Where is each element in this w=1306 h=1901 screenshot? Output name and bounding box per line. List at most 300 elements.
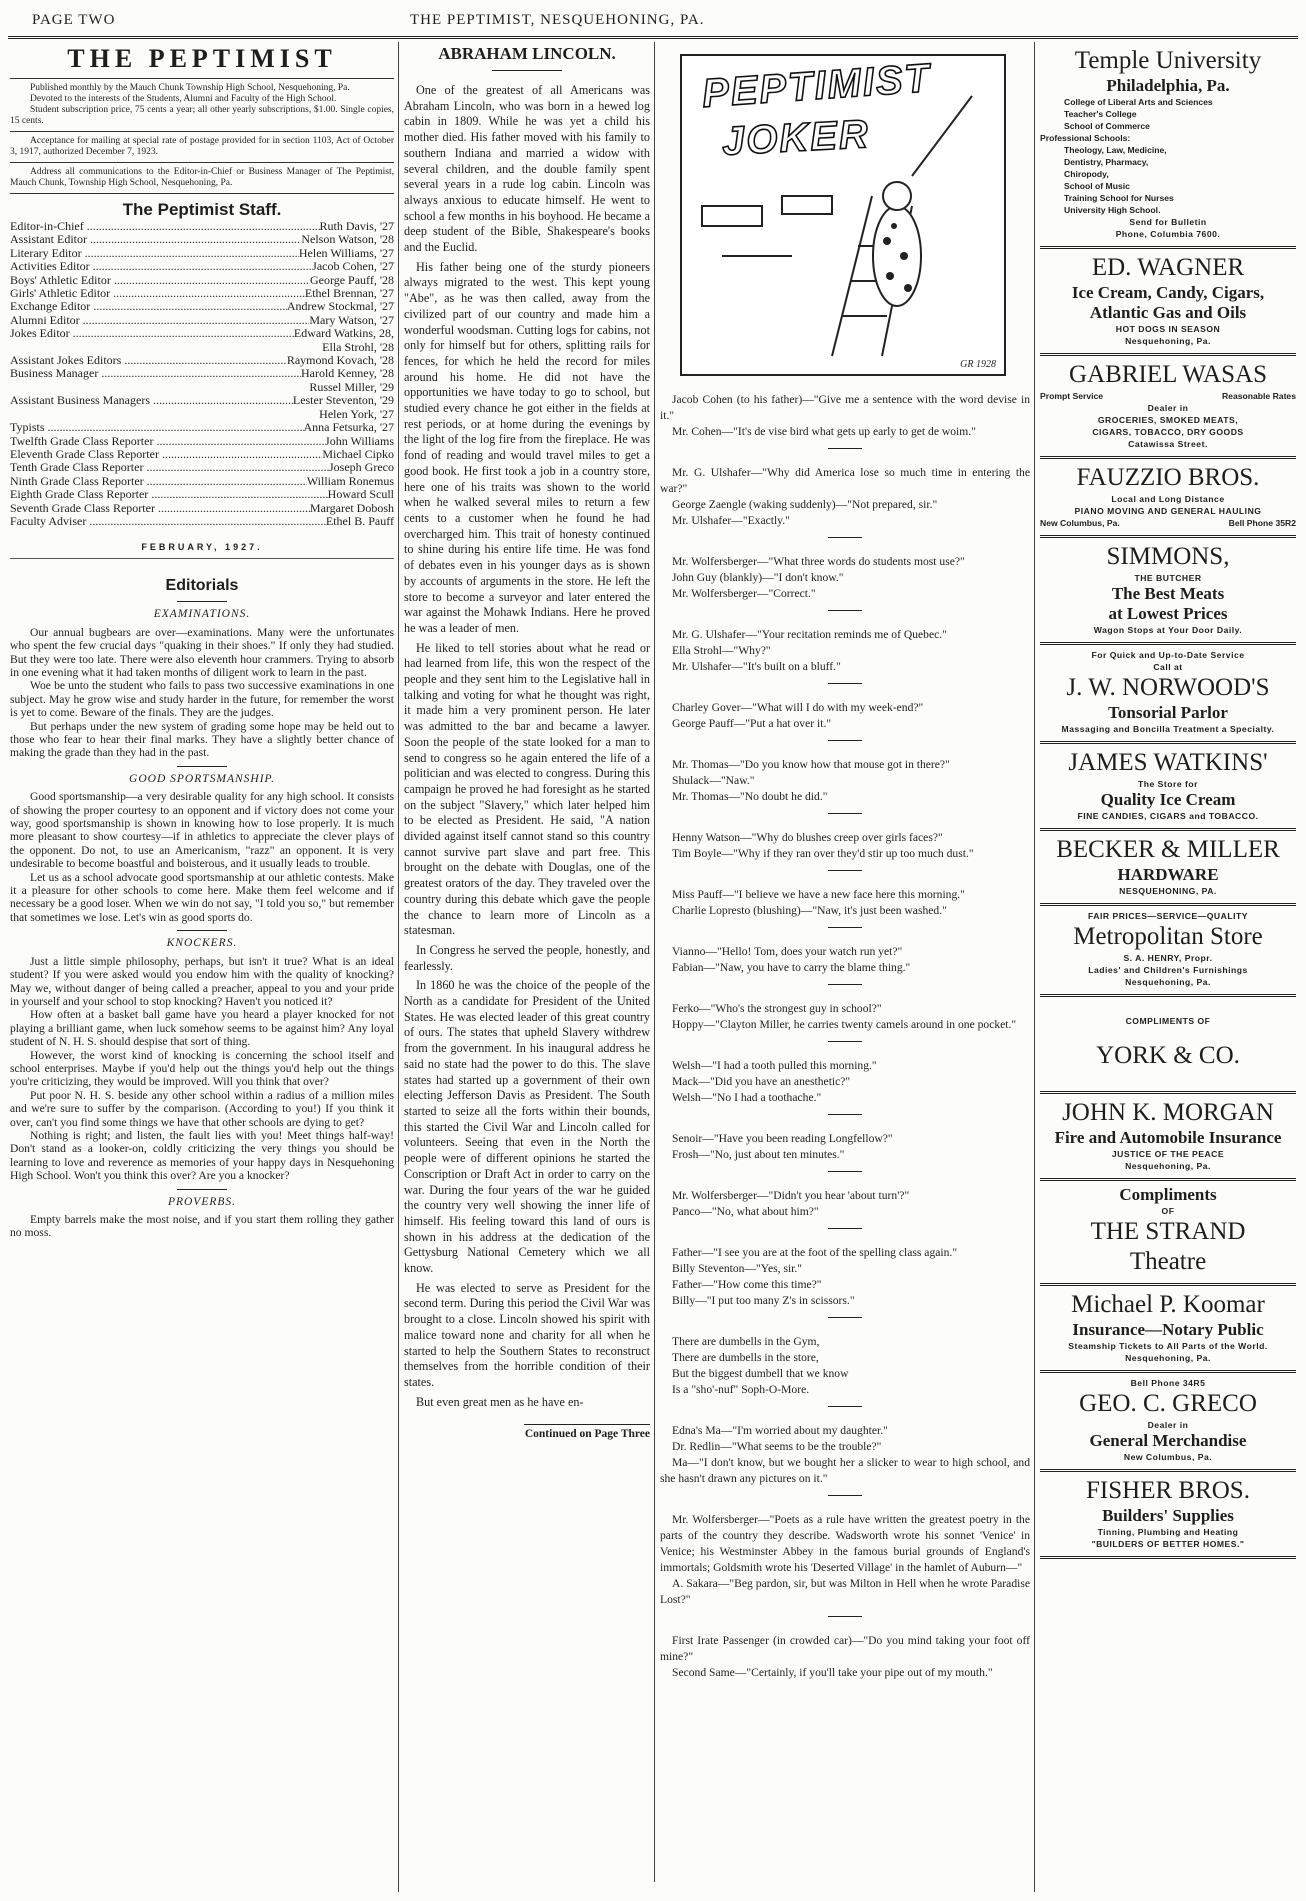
joke-line: Mr. Thomas—"No doubt he did." bbox=[672, 790, 828, 803]
divider bbox=[828, 610, 862, 611]
paragraph: Nothing is right; and listen, the fault lies with you! Meet things half-way! Don't stand as a looker-on, coldly criticizing the very things you should be learning to love and reverence as memories of your happy days in Nesquehoning High School. Won't you think this over? Are you a knocker? bbox=[10, 1128, 394, 1183]
joke-line: Mr. G. Ulshafer—"Why did America lose so much time in entering the war?" bbox=[660, 466, 1030, 495]
masthead-title: THE PEPTIMIST bbox=[10, 42, 394, 79]
staff-name: Jacob Cohen, '27 bbox=[312, 259, 394, 274]
staff-title: The Peptimist Staff. bbox=[122, 200, 282, 219]
staff-name: Anna Fetsurka, '27 bbox=[303, 420, 394, 435]
joke bbox=[660, 1512, 1030, 1608]
joke bbox=[660, 700, 1030, 732]
staff-name: Andrew Stockmal, '27 bbox=[286, 299, 394, 314]
ad-text: J. W. NORWOOD'S bbox=[1066, 674, 1270, 701]
ad-text: Professional Schools: bbox=[1040, 133, 1131, 143]
ad-text: School of Commerce bbox=[1064, 121, 1150, 131]
ad-text: Chiropody, bbox=[1064, 169, 1109, 179]
staff-name: Ruth Davis, '27 bbox=[319, 219, 394, 233]
joke-line: Second Same—"Certainly, if you'll take your pipe out of my mouth." bbox=[672, 1666, 993, 1679]
staff-name: Edward Watkins, 28, bbox=[293, 326, 394, 341]
ad-text: ED. WAGNER bbox=[1091, 254, 1245, 281]
staff-list bbox=[10, 220, 394, 528]
notice-text: Address all communications to the Editor-in-Chief or Business Manager of The Peptimist, Mauch Chunk, Township High School, Nesquehoning, Pa. bbox=[10, 167, 394, 188]
ad-text: GEO. C. GRECO bbox=[1079, 1390, 1257, 1417]
joke-line: There are dumbells in the store, bbox=[672, 1351, 819, 1364]
ad-text: at Lowest Prices bbox=[1108, 604, 1228, 623]
ad-text: FISHER BROS. bbox=[1086, 1477, 1250, 1504]
joke bbox=[660, 1633, 1030, 1681]
ad-text: SIMMONS, bbox=[1106, 543, 1230, 570]
divider bbox=[828, 984, 862, 985]
ad-text: Dealer in bbox=[1147, 1420, 1189, 1430]
ad-text: Tinning, Plumbing and Heating bbox=[1097, 1527, 1239, 1537]
staff-role: Assistant Jokes Editors ..... bbox=[10, 354, 287, 367]
staff-role: Typists ..... bbox=[10, 421, 304, 434]
staff-role: Eighth Grade Class Reporter ..... bbox=[10, 488, 328, 501]
staff-row bbox=[10, 461, 394, 474]
ad-text: JUSTICE OF THE PEACE bbox=[1111, 1149, 1225, 1159]
ad-text: Fire and Automobile Insurance bbox=[1054, 1128, 1282, 1147]
article-title: ABRAHAM LINCOLN. bbox=[438, 44, 616, 63]
divider bbox=[828, 1114, 862, 1115]
ad-text: BECKER & MILLER bbox=[1056, 836, 1280, 863]
joke-line: Father—"I see you are at the foot of the spelling class again." bbox=[672, 1246, 958, 1259]
ad-text: Bell Phone 34R5 bbox=[1130, 1378, 1206, 1388]
ad-text: Send for Bulletin bbox=[1129, 217, 1207, 227]
ad-text: Dentistry, Pharmacy, bbox=[1064, 157, 1149, 167]
paragraph: Put poor N. H. S. beside any other school within a radius of a million miles and we're sure to suffer by the comparison. (According to you!) If you think it over, can't you find some things we have that other schools are dying to get? bbox=[10, 1088, 394, 1129]
joke bbox=[660, 1245, 1030, 1309]
page-number: PAGE TWO bbox=[32, 12, 116, 28]
divider bbox=[828, 1495, 862, 1496]
ad-text: College of Liberal Arts and Sciences bbox=[1064, 97, 1213, 107]
editorial-title: KNOCKERS. bbox=[166, 937, 238, 950]
joke bbox=[660, 465, 1030, 529]
divider bbox=[177, 766, 227, 767]
joke-line: There are dumbells in the Gym, bbox=[672, 1335, 820, 1348]
ad-text: HOT DOGS IN SEASON bbox=[1115, 324, 1221, 334]
divider bbox=[828, 1317, 862, 1318]
joke-line: A. Sakara—"Beg pardon, sir, but was Milton in Hell when he wrote Paradise Lost?" bbox=[660, 1577, 1030, 1606]
paragraph: He liked to tell stories about what he read or had learned from life, this won the respect of the people and they sent him to the Legislative hall in talking and voting for what he thought was right, it made him a very prominent person. He later was admitted to the bar and became a lawyer. Soon the people of the state looked for a man to send to congress so he again entered the life of a politician and was elected to congress. During this campaign he proved he had foresight as he started on the subject "Slavery," which later helped him to be elected as President. He said, "A nation divided against itself cannot stand so this country cannot survive part slave and part free. This brought on the debate with Douglas, one of the greatest orators of the day. They traveled over the country during this debate which gave the people the chance to learn more of Lincoln as a statesman. bbox=[404, 640, 650, 938]
notice-text: Devoted to the interests of the Students, Alumni and Faculty of the High School. bbox=[30, 94, 337, 104]
staff-name: Helen Williams, '27 bbox=[298, 245, 394, 260]
ad-text: General Merchandise bbox=[1089, 1431, 1247, 1450]
joke-line: Frosh—"No, just about ten minutes." bbox=[672, 1148, 845, 1161]
divider bbox=[492, 70, 562, 71]
paragraph: Let us as a school advocate good sportsmanship at our athletic contests. Make it a pleasure for other schools to come here. Make them feel welcome and if necessary be a good loser. When we win do not say, "I told you so," but remember that sometimes we lose. Let's win as good sports do. bbox=[10, 870, 394, 924]
joke bbox=[660, 1423, 1030, 1487]
ad-text: S. A. HENRY, Propr. bbox=[1123, 953, 1213, 963]
ad-temple-university bbox=[1040, 42, 1296, 249]
staff-name: Joseph Greco bbox=[329, 460, 394, 475]
staff-name: Michael Cipko bbox=[322, 446, 394, 461]
ad-text: Quality Ice Cream bbox=[1100, 790, 1236, 809]
ad-text: Theatre bbox=[1129, 1248, 1207, 1275]
joke-line: George Zaengle (waking suddenly)—"Not prepared, sir." bbox=[672, 498, 938, 511]
ad-text: Temple University bbox=[1074, 47, 1262, 74]
staff-row bbox=[10, 488, 394, 501]
ad-text: New Columbus, Pa. bbox=[1123, 1452, 1213, 1462]
ad-text: Nesquehoning, Pa. bbox=[1125, 977, 1211, 987]
ad-text: FAUZZIO BROS. bbox=[1076, 464, 1260, 491]
ad-text: Teacher's College bbox=[1064, 109, 1137, 119]
ad-text: "BUILDERS OF BETTER HOMES." bbox=[1091, 1539, 1245, 1549]
staff-row bbox=[10, 421, 394, 434]
staff-role: Assistant Editor ..... bbox=[10, 233, 301, 246]
staff-role: Tenth Grade Class Reporter ..... bbox=[10, 461, 329, 474]
joke-line: Is a "sho'-nuf" Soph-O-More. bbox=[672, 1383, 810, 1396]
paragraph: Woe be unto the student who fails to pass two successive examinations in one subject. May he grow wise and study harder in the future, for remember the worst is yet to come. Beware of the finals. They are the judges. bbox=[10, 679, 394, 720]
joke-line: Charlie Lopresto (blushing)—"Naw, it's just been washed." bbox=[672, 904, 947, 917]
staff-name: Raymond Kovach, '28 bbox=[286, 353, 394, 368]
joke-line: Edna's Ma—"I'm worried about my daughter." bbox=[672, 1424, 888, 1437]
staff-row bbox=[10, 515, 394, 528]
staff-role: Twelfth Grade Class Reporter ..... bbox=[10, 435, 325, 448]
ad-text: New Columbus, Pa. bbox=[1040, 518, 1120, 528]
ad-text: Compliments bbox=[1119, 1185, 1217, 1204]
ad-text: Atlantic Gas and Oils bbox=[1089, 303, 1247, 322]
joke-line: Billy Steventon—"Yes, sir." bbox=[672, 1262, 803, 1275]
ad-john-k-morgan bbox=[1040, 1094, 1296, 1181]
joke-line: Father—"How come this time?" bbox=[672, 1278, 822, 1291]
divider bbox=[828, 1171, 862, 1172]
staff-row bbox=[10, 314, 394, 327]
ad-text: FINE CANDIES, CIGARS and TOBACCO. bbox=[1077, 811, 1259, 821]
divider bbox=[828, 740, 862, 741]
ad-text: Steamship Tickets to All Parts of the World. bbox=[1068, 1341, 1268, 1351]
ad-text: THE BUTCHER bbox=[1134, 573, 1202, 583]
postage-notice bbox=[10, 132, 394, 163]
ad-michael-koomar bbox=[1040, 1286, 1296, 1373]
joke-line: But the biggest dumbell that we know bbox=[672, 1367, 849, 1380]
joke bbox=[660, 1001, 1030, 1033]
ad-text: Ice Cream, Candy, Cigars, bbox=[1071, 283, 1265, 302]
joke bbox=[660, 1334, 1030, 1398]
joke-line: Ma—"I don't know, but we bought her a slicker to wear to high school, and she hasn't drawn any pictures on it." bbox=[660, 1456, 1030, 1485]
paragraph: In Congress he served the people, honestly, and fearlessly. bbox=[404, 942, 650, 973]
divider bbox=[828, 537, 862, 538]
column-jokes bbox=[660, 42, 1030, 1892]
ad-text: JAMES WATKINS' bbox=[1068, 749, 1268, 776]
staff-name: Ethel Brennan, '27 bbox=[304, 286, 394, 301]
joke-line: Ferko—"Who's the strongest guy in school?" bbox=[672, 1002, 882, 1015]
joke-line: Hoppy—"Clayton Miller, he carries twenty camels around in one pocket." bbox=[672, 1018, 1017, 1031]
divider bbox=[828, 683, 862, 684]
staff-role: Activities Editor ..... bbox=[10, 260, 312, 273]
staff-role: Boys' Athletic Editor ..... bbox=[10, 274, 310, 287]
staff-row bbox=[10, 381, 394, 394]
divider bbox=[828, 1041, 862, 1042]
ad-simmons bbox=[1040, 538, 1296, 645]
ad-text: Builders' Supplies bbox=[1102, 1506, 1234, 1525]
staff-name: Howard Scull bbox=[327, 487, 394, 502]
staff-role: Assistant Business Managers ..... bbox=[10, 394, 293, 407]
divider bbox=[828, 1228, 862, 1229]
cartoon-title: JOKER bbox=[720, 112, 871, 164]
joke-line: Senoir—"Have you been reading Longfellow?" bbox=[672, 1132, 893, 1145]
cartoon-signature: GR 1928 bbox=[960, 359, 996, 370]
staff-role: Eleventh Grade Class Reporter ..... bbox=[10, 448, 322, 461]
ad-text: Dealer in bbox=[1147, 403, 1189, 413]
ad-text: Insurance—Notary Public bbox=[1072, 1320, 1264, 1339]
continued-link[interactable]: Continued on Page Three bbox=[524, 1424, 650, 1440]
joke bbox=[660, 887, 1030, 919]
staff-name: Ella Strohl, '28 bbox=[322, 339, 394, 354]
ad-text: Nesquehoning, Pa. bbox=[1125, 1161, 1211, 1171]
joke-line: Mr. Cohen—"It's de vise bird what gets up early to get de woim." bbox=[672, 425, 976, 438]
paragraph: In 1860 he was the choice of the people of the North as a candidate for President of the United States. He was elected leader of this great country of ours. The states that upheld Slavery withdrew from the government. In his inaugural address he said no state had the power to do this. The slave states had started up a government of their own electing Jefferson Davis as President. The South started to seize all the forts within their bounds, this started the Civil War and Lincoln called for volunteers. Seeing that even in the North the people were of different opinions he started the Conscription or Draft Act in order to carry on the war. During the four years of the war he guided the country very well showing the inner life of himself. His feeling toward this land of ours is shown in his address at the dedication of the Gettysburg National Cemetery which we all know. bbox=[404, 978, 650, 1276]
staff-row bbox=[10, 367, 394, 380]
paragraph: His father being one of the sturdy pioneers always migrated to the west. This kept young "Abe", as he was then called, away from the civilized part of our country and made him a wonderful woodsman. Cutting logs for cabins, not only for himself but for others, splitting rails for fences, for which he held the record for miles around his home. He did not have the opportunities we have today to go to school, but studied every chance he got either in the fields at rest periods, or at home during the evenings by the light of the log fire from the fireplace. He was fond of reading and would travel miles to get a good book. He first took a job in a country store, here one of his traits was shown to the world when he walked several miles to return a few cents to a customer when he found he had overcharged him. This trait of honesty continued to shine during his entire life time. He was fond of debates even in his younger days as is shown by accounts of arguments in the store. He left the store to become a surveyor and later entered the war against the Mohawk Indians. Here he proved he was a leader of men. bbox=[404, 259, 650, 635]
ad-text: Nesquehoning, Pa. bbox=[1125, 336, 1211, 346]
staff-name: William Ronemus bbox=[306, 473, 394, 488]
joke-line: Ella Strohl—"Why?" bbox=[672, 644, 771, 657]
paragraph: But perhaps under the new system of grading some hope may be held out to those who fear to hear their final marks. They have a slightly better chance of making the grade than they had in the past. bbox=[10, 719, 394, 760]
staff-row bbox=[10, 354, 394, 367]
paragraph: However, the worst kind of knocking is concerning the school itself and school enterprises. Maybe if you'd help out the things you'd help out the things you're criticizing, they would be improved. Will you think that over? bbox=[10, 1048, 394, 1089]
ad-jw-norwood bbox=[1040, 645, 1296, 744]
divider bbox=[828, 1616, 862, 1617]
staff-name: Lester Steventon, '29 bbox=[292, 393, 394, 408]
ad-gabriel-wasas bbox=[1040, 356, 1296, 459]
editorials-heading: Editorials bbox=[165, 577, 239, 595]
staff-name: Nelson Watson, '28 bbox=[301, 232, 394, 247]
paragraph: He was elected to serve as President for the second term. During this period the Civil War was brought to a close. Lincoln showed his spirit with malice toward none and charity for all when he started to help the Southern States to reconstruct themselves from the horrible condition of their states. bbox=[404, 1280, 650, 1389]
joke bbox=[660, 830, 1030, 862]
ad-text: University High School. bbox=[1064, 205, 1161, 215]
ad-line-pair bbox=[1040, 517, 1296, 529]
paragraph: But even great men as he have en- bbox=[416, 1394, 584, 1409]
joke-line: Tim Boyle—"Why if they ran over they'd stir up too much dust." bbox=[672, 847, 974, 860]
staff-row bbox=[10, 260, 394, 273]
ad-becker-miller bbox=[1040, 831, 1296, 906]
staff-name: Harold Kenney, '28 bbox=[300, 366, 394, 381]
staff-row bbox=[10, 274, 394, 287]
column-rule bbox=[1034, 42, 1035, 1892]
ad-york-co bbox=[1040, 997, 1296, 1094]
divider bbox=[177, 930, 227, 931]
ad-text: Metropolitan Store bbox=[1073, 923, 1263, 950]
staff-role: Faculty Adviser ..... bbox=[10, 515, 326, 528]
notice-text: Acceptance for mailing at special rate of postage provided for in section 1103, Act of October 3, 1917, authorized December 7, 1923. bbox=[10, 136, 394, 157]
joke-line: Mack—"Did you have an anesthetic?" bbox=[672, 1075, 851, 1088]
ad-text: PIANO MOVING AND GENERAL HAULING bbox=[1074, 506, 1262, 516]
divider bbox=[177, 1189, 227, 1190]
staff-row bbox=[10, 408, 394, 421]
joke bbox=[660, 757, 1030, 805]
ad-text: Phone, Columbia 7600. bbox=[1115, 229, 1221, 239]
notice-text: Student subscription price, 75 cents a year; all other yearly subscriptions, $1.00. Single copies, 15 cents. bbox=[10, 105, 394, 126]
ad-geo-greco bbox=[1040, 1373, 1296, 1472]
editorial-title: EXAMINATIONS. bbox=[153, 608, 251, 621]
ad-strand-theatre bbox=[1040, 1181, 1296, 1286]
joke-line: Mr. Ulshafer—"It's built on a bluff." bbox=[672, 660, 841, 673]
ad-text: YORK & CO. bbox=[1096, 1042, 1240, 1069]
joke-line: Mr. Wolfersberger—"Didn't you hear 'about turn'?" bbox=[672, 1189, 910, 1202]
staff-role: Jokes Editor ..... bbox=[10, 327, 294, 340]
staff-role: Editor-in-Chief ..... bbox=[10, 220, 320, 233]
divider bbox=[828, 448, 862, 449]
joke bbox=[660, 944, 1030, 976]
divider bbox=[828, 927, 862, 928]
ad-text: Training School for Nurses bbox=[1064, 193, 1174, 203]
staff-row bbox=[10, 448, 394, 461]
ad-fisher-bros bbox=[1040, 1472, 1296, 1559]
staff-role: Business Manager ..... bbox=[10, 367, 301, 380]
staff-role: Girls' Athletic Editor ..... bbox=[10, 287, 305, 300]
ad-text: Wagon Stops at Your Door Daily. bbox=[1093, 625, 1243, 635]
staff-role: Ninth Grade Class Reporter ..... bbox=[10, 475, 307, 488]
ad-text: For Quick and Up-to-Date Service bbox=[1091, 650, 1245, 660]
staff-row bbox=[10, 435, 394, 448]
ad-text: Massaging and Boncilla Treatment a Specialty. bbox=[1061, 724, 1275, 734]
joke-line: Dr. Redlin—"What seems to be the trouble?" bbox=[672, 1440, 882, 1453]
ad-text: The Store for bbox=[1138, 779, 1198, 789]
paragraph: Our annual bugbears are over—examinations. Many were the unfortunates who spent the few crucial days "quaking in their shoes." If only they had studied. But they were too late. There were also eleventh hour crammers. Trying to absorb in one evening what it had taken months of diligent work to learn in the past. bbox=[10, 625, 394, 679]
editorial-title: PROVERBS. bbox=[167, 1195, 237, 1208]
ad-james-watkins bbox=[1040, 744, 1296, 831]
ad-text: School of Music bbox=[1064, 181, 1130, 191]
staff-row bbox=[10, 394, 394, 407]
ad-text: NESQUEHONING, PA. bbox=[1119, 886, 1217, 896]
issue-date: FEBRUARY, 1927. bbox=[10, 542, 394, 559]
address-notice bbox=[10, 163, 394, 194]
paragraph: How often at a basket ball game have you heard a player knocked for not playing a brilliant game, when luck somehow seems to be against him? Any loyal student of N. H. S. should despise that sort of thing. bbox=[10, 1008, 394, 1049]
joke-line: Jacob Cohen (to his father)—"Give me a sentence with the word devise in it." bbox=[660, 393, 1030, 422]
editorial-title: GOOD SPORTSMANSHIP. bbox=[129, 772, 275, 785]
staff-row bbox=[10, 475, 394, 488]
staff-name: Russel Miller, '29 bbox=[309, 379, 394, 394]
joke-line: John Guy (blankly)—"I don't know." bbox=[672, 571, 844, 584]
column-ads bbox=[1040, 42, 1296, 1892]
divider bbox=[828, 1406, 862, 1407]
joke-line: Mr. Wolfersberger—"Poets as a rule have written the greatest poetry in the parts of the country they describe. Wadsworth wrote his sonnet 'Venice' in Venice; his Westminster Abbey in the famous burial grounds of England's immortals; Goldsmith wrote his 'Deserted Village' in the hamlet of Auburn—" bbox=[660, 1513, 1030, 1574]
article-body bbox=[404, 83, 650, 1410]
staff-name: George Pauff, '28 bbox=[309, 272, 394, 287]
cartoon-title: PEPTIMIST bbox=[700, 56, 933, 116]
paragraph: One of the greatest of all Americans was Abraham Lincoln, who was born in a hewed log cabin in 1809. While he was yet a child his mother died. His father moved with his family to southern Indiana and married a widow with several children, and the double family spent several years in a rude log cabin. Lincoln was always anxious to educate himself. He went to school a few months in his boyhood. He became a deep student of the Bible, Shakespeare's books and the Euclid. bbox=[404, 83, 650, 255]
divider bbox=[177, 601, 227, 602]
paragraph: Just a little simple philosophy, perhaps, but isn't it true? What is an ideal student? If you were asked would you endow him with the quality of knocking? May we, without danger of being called a preacher, appeal to you and your pride in yourself and your school to stop knocking? Haven't you noticed it? bbox=[10, 954, 394, 1008]
ad-text: Bell Phone 35R2 bbox=[1228, 518, 1296, 528]
ad-text: THE STRAND bbox=[1090, 1218, 1246, 1245]
joke-line: Billy—"I put too many Z's in scissors." bbox=[672, 1294, 855, 1307]
staff-name: John Williams bbox=[325, 433, 394, 448]
column-rule bbox=[398, 42, 399, 1892]
ad-ed-wagner bbox=[1040, 249, 1296, 356]
joke-line: Mr. G. Ulshafer—"Your recitation reminds me of Quebec." bbox=[672, 628, 947, 641]
notice-text: Published monthly by the Mauch Chunk Township High School, Nesquehoning, Pa. bbox=[30, 83, 350, 93]
joke-line: Mr. Wolfersberger—"What three words do students most use?" bbox=[672, 555, 965, 568]
joke bbox=[660, 627, 1030, 675]
staff-row bbox=[10, 247, 394, 260]
staff-role: Exchange Editor ..... bbox=[10, 300, 287, 313]
joke-line: Vianno—"Hello! Tom, does your watch run yet?" bbox=[672, 945, 903, 958]
clown-illustration bbox=[682, 56, 1004, 374]
joke-line: Miss Pauff—"I believe we have a new face here this morning." bbox=[672, 888, 965, 901]
ad-text: Catawissa Street. bbox=[1128, 439, 1208, 449]
joke-line: George Pauff—"Put a hat over it." bbox=[672, 717, 832, 730]
staff-row bbox=[10, 220, 394, 233]
staff-row bbox=[10, 341, 394, 354]
ad-text: The Best Meats bbox=[1111, 584, 1225, 603]
ads-list bbox=[1040, 42, 1296, 1559]
divider bbox=[828, 870, 862, 871]
ad-text: CIGARS, TOBACCO, DRY GOODS bbox=[1092, 427, 1244, 437]
column-rule bbox=[654, 42, 655, 1882]
staff-name: Ethel B. Pauff bbox=[325, 513, 394, 528]
joke bbox=[660, 1131, 1030, 1163]
ad-text: Philadelphia, Pa. bbox=[1106, 76, 1230, 95]
ad-text: JOHN K. MORGAN bbox=[1062, 1099, 1274, 1126]
ad-text: OF bbox=[1161, 1206, 1175, 1216]
joke bbox=[660, 392, 1030, 440]
ad-line-pair bbox=[1040, 390, 1296, 402]
joke-line: Charley Gover—"What will I do with my week-end?" bbox=[672, 701, 924, 714]
paragraph: Empty barrels make the most noise, and if you start them rolling they gather no moss. bbox=[10, 1213, 394, 1240]
joker-cartoon bbox=[680, 54, 1006, 376]
top-rule bbox=[8, 36, 1298, 39]
staff-name: Helen York, '27 bbox=[319, 406, 394, 421]
staff-row bbox=[10, 233, 394, 246]
joke-line: Henny Watson—"Why do blushes creep over girls faces?" bbox=[672, 831, 943, 844]
jokes-list bbox=[660, 392, 1030, 1681]
ad-text: Ladies' and Children's Furnishings bbox=[1088, 965, 1248, 975]
staff-row bbox=[10, 502, 394, 515]
staff-name: Mary Watson, '27 bbox=[309, 312, 394, 327]
ad-fauzzio-bros bbox=[1040, 459, 1296, 538]
running-head: THE PEPTIMIST, NESQUEHONING, PA. bbox=[410, 12, 705, 28]
publication-notice bbox=[10, 79, 394, 132]
ad-text: COMPLIMENTS OF bbox=[1125, 1016, 1211, 1026]
ad-text: Call at bbox=[1153, 662, 1183, 672]
editorials-body bbox=[10, 608, 394, 1239]
joke bbox=[660, 1058, 1030, 1106]
divider bbox=[828, 813, 862, 814]
ad-metropolitan-store bbox=[1040, 906, 1296, 997]
staff-role: Seventh Grade Class Reporter ..... bbox=[10, 502, 310, 515]
ad-text: Nesquehoning, Pa. bbox=[1125, 1353, 1211, 1363]
staff-row bbox=[10, 327, 394, 340]
ad-text: Prompt Service bbox=[1040, 391, 1104, 401]
joke-line: Panco—"No, what about him?" bbox=[672, 1205, 819, 1218]
joke-line: Welsh—"No I had a toothache." bbox=[672, 1091, 822, 1104]
ad-text: GROCERIES, SMOKED MEATS, bbox=[1097, 415, 1239, 425]
joke bbox=[660, 554, 1030, 602]
column-lincoln bbox=[404, 42, 650, 1892]
joke-line: Fabian—"Naw, you have to carry the blame thing." bbox=[672, 961, 911, 974]
staff-row bbox=[10, 300, 394, 313]
joke-line: Mr. Ulshafer—"Exactly." bbox=[672, 514, 790, 527]
ad-text: HARDWARE bbox=[1117, 865, 1219, 884]
ad-text: FAIR PRICES—SERVICE—QUALITY bbox=[1088, 911, 1248, 921]
ad-text: Tonsorial Parlor bbox=[1108, 703, 1228, 722]
staff-role: Literary Editor ..... bbox=[10, 247, 299, 260]
ad-text: GABRIEL WASAS bbox=[1069, 361, 1267, 388]
ad-text: Michael P. Koomar bbox=[1071, 1291, 1265, 1318]
joke-line: Shulack—"Naw." bbox=[672, 774, 755, 787]
joke-line: Mr. Wolfersberger—"Correct." bbox=[672, 587, 816, 600]
joke-line: Mr. Thomas—"Do you know how that mouse got in there?" bbox=[672, 758, 950, 771]
ad-text: Reasonable Rates bbox=[1221, 391, 1296, 401]
staff-name: Margaret Dobosh bbox=[309, 500, 394, 515]
staff-row bbox=[10, 287, 394, 300]
joke-line: First Irate Passenger (in crowded car)—"Do you mind taking your foot off mine?" bbox=[660, 1634, 1030, 1663]
ad-text: Theology, Law, Medicine, bbox=[1064, 145, 1167, 155]
column-masthead-editorials bbox=[10, 42, 394, 1892]
paragraph: Good sportsmanship—a very desirable quality for any high school. It consists of showing the proper courtesy to an opponent and if victory does not come your way, good sportsmanship is shown in knowing how to lose properly. It is much more pleasant to show courtesy—if in athletics to appreciate the clever plays of the opponent. Do not, to use an Americanism, "razz" an opponent. It is very undesirable to become boastful and boisterous, and it usually leads to trouble. bbox=[10, 790, 394, 871]
joke-line: Welsh—"I had a tooth pulled this morning." bbox=[672, 1059, 877, 1072]
joke bbox=[660, 1188, 1030, 1220]
ad-text: Local and Long Distance bbox=[1111, 494, 1225, 504]
